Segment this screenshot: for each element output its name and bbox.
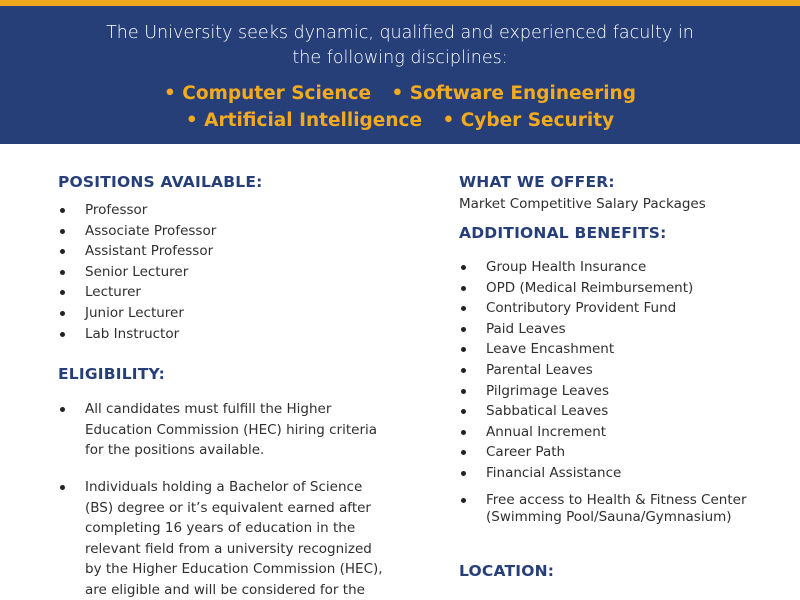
benefit-item: Annual Increment <box>459 422 779 443</box>
eligibility-list <box>58 399 388 600</box>
intro-line-2: the following disciplines: <box>292 48 508 68</box>
benefit-item: OPD (Medical Reimbursement) <box>459 278 779 299</box>
benefit-item: Paid Leaves <box>459 319 779 340</box>
position-item: Senior Lecturer <box>58 262 388 283</box>
eligibility-item: Individuals holding a Bachelor of Science (BS) degree or it’s equivalent earned after completing 16 years of education in the relevant field from a university recognized by the Higher Education Commission (HEC), are eligible and will be considered for the <box>58 477 388 600</box>
disciplines-list <box>0 80 800 134</box>
intro-text <box>0 21 800 71</box>
offer-heading: WHAT WE OFFER: <box>459 173 615 191</box>
discipline-cyber-security: • Cyber Security <box>442 110 615 131</box>
benefit-item: Financial Assistance <box>459 463 779 484</box>
left-column <box>58 172 388 600</box>
benefit-item: Contributory Provident Fund <box>459 298 779 319</box>
benefit-item: Leave Encashment <box>459 339 779 360</box>
eligibility-item: All candidates must fulfill the Higher Education Commission (HEC) hiring criteria for the positions available. <box>58 399 388 461</box>
location-heading: LOCATION: <box>459 561 555 580</box>
discipline-software-engineering: • Software Engineering <box>391 83 636 104</box>
benefit-item: Group Health Insurance <box>459 257 779 278</box>
benefit-item: Pilgrimage Leaves <box>459 381 779 402</box>
position-item: Assistant Professor <box>58 241 388 262</box>
benefits-heading: ADDITIONAL BENEFITS: <box>459 224 667 242</box>
benefits-list <box>459 257 779 526</box>
position-item: Lecturer <box>58 282 388 303</box>
position-item: Junior Lecturer <box>58 303 388 324</box>
positions-list <box>58 200 388 344</box>
position-item: Associate Professor <box>58 221 388 242</box>
discipline-artificial-intelligence: • Artificial Intelligence <box>185 110 423 131</box>
position-item: Professor <box>58 200 388 221</box>
header-banner <box>0 6 800 144</box>
right-column <box>459 172 779 581</box>
benefit-item: Sabbatical Leaves <box>459 401 779 422</box>
intro-line-1: The University seeks dynamic, qualified and experienced faculty in <box>106 23 694 43</box>
position-item: Lab Instructor <box>58 324 388 345</box>
eligibility-heading: ELIGIBILITY: <box>58 365 165 384</box>
positions-heading: POSITIONS AVAILABLE: <box>58 173 263 191</box>
benefit-item-fitness: Free access to Health & Fitness Center (Swimming Pool/Sauna/Gymnasium) <box>459 492 779 526</box>
discipline-computer-science: • Computer Science <box>164 83 372 104</box>
benefit-item: Parental Leaves <box>459 360 779 381</box>
benefit-item: Career Path <box>459 442 779 463</box>
offer-text: Market Competitive Salary Packages <box>459 196 706 212</box>
